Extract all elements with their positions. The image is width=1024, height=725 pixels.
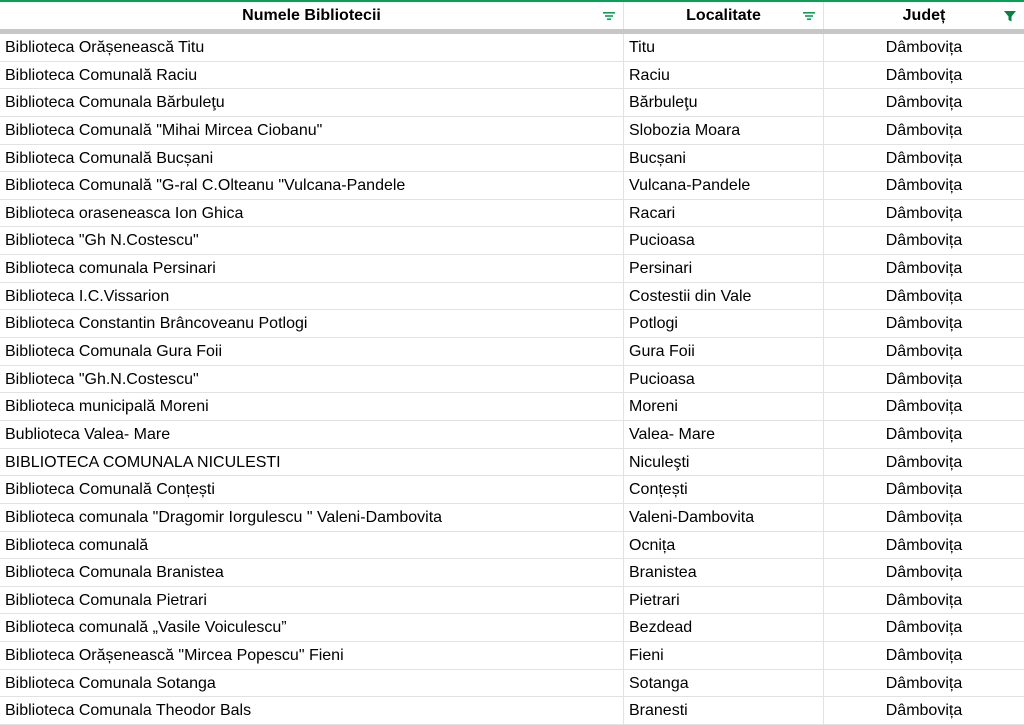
- cell-county[interactable]: Dâmbovița: [885, 398, 963, 416]
- cell-library-name[interactable]: Biblioteca Comunală Conțești: [0, 476, 624, 503]
- header-cell-library-name[interactable]: [0, 2, 624, 29]
- table-row: [0, 366, 1024, 394]
- cell-library-name[interactable]: Biblioteca Comunala Sotanga: [0, 670, 624, 697]
- cell-county[interactable]: Dâmbovița: [885, 702, 963, 720]
- table-row: [0, 34, 1024, 62]
- cell-county[interactable]: Dâmbovița: [885, 177, 963, 195]
- cell-locality[interactable]: Persinari: [624, 255, 824, 282]
- cell-county[interactable]: Dâmbovița: [885, 260, 963, 278]
- cell-county[interactable]: Dâmbovița: [885, 481, 963, 499]
- table-row: [0, 614, 1024, 642]
- table-row: [0, 283, 1024, 311]
- table-row: [0, 393, 1024, 421]
- cell-library-name[interactable]: Biblioteca Comunala Branistea: [0, 559, 624, 586]
- cell-locality[interactable]: Pucioasa: [624, 366, 824, 393]
- cell-county[interactable]: Dâmbovița: [885, 66, 963, 84]
- cell-county[interactable]: Dâmbovița: [885, 149, 963, 167]
- cell-library-name[interactable]: Bublioteca Valea- Mare: [0, 421, 624, 448]
- filter-funnel-active-icon[interactable]: [1002, 8, 1018, 24]
- cell-library-name[interactable]: Biblioteca Orășenească Titu: [0, 34, 624, 61]
- table-row: [0, 449, 1024, 477]
- cell-county[interactable]: Dâmbovița: [885, 647, 963, 665]
- cell-county[interactable]: Dâmbovița: [885, 94, 963, 112]
- header-cell-county[interactable]: [824, 2, 1024, 29]
- cell-locality[interactable]: Conțești: [624, 476, 824, 503]
- table-row: [0, 532, 1024, 560]
- cell-county[interactable]: Dâmbovița: [885, 232, 963, 250]
- cell-locality[interactable]: Valea- Mare: [624, 421, 824, 448]
- cell-library-name[interactable]: Biblioteca "Gh.N.Costescu": [0, 366, 624, 393]
- cell-county[interactable]: Dâmbovița: [885, 370, 963, 388]
- cell-county[interactable]: Dâmbovița: [885, 39, 963, 56]
- cell-locality[interactable]: Bezdead: [624, 614, 824, 641]
- table-row: [0, 117, 1024, 145]
- header-cell-locality[interactable]: [624, 2, 824, 29]
- table-row: [0, 504, 1024, 532]
- cell-locality[interactable]: Costestii din Vale: [624, 283, 824, 310]
- cell-library-name[interactable]: Biblioteca comunală: [0, 532, 624, 559]
- cell-county[interactable]: Dâmbovița: [885, 564, 963, 582]
- table-row: [0, 697, 1024, 725]
- table-row: [0, 476, 1024, 504]
- cell-county[interactable]: Dâmbovița: [885, 453, 963, 471]
- table-row: [0, 559, 1024, 587]
- cell-county[interactable]: Dâmbovița: [885, 204, 963, 222]
- cell-county[interactable]: Dâmbovița: [885, 674, 963, 692]
- cell-locality[interactable]: Branesti: [624, 697, 824, 724]
- cell-library-name[interactable]: Biblioteca Comunală Raciu: [0, 62, 624, 89]
- table-row: [0, 172, 1024, 200]
- cell-library-name[interactable]: Biblioteca Comunală Bucșani: [0, 145, 624, 172]
- table-row: [0, 255, 1024, 283]
- filter-lines-icon[interactable]: [601, 8, 617, 24]
- cell-library-name[interactable]: Biblioteca Comunală "Mihai Mircea Ciobanu": [0, 117, 624, 144]
- cell-library-name[interactable]: Biblioteca Comunala Theodor Bals: [0, 697, 624, 724]
- header-row: [0, 2, 1024, 29]
- cell-library-name[interactable]: Biblioteca comunala Persinari: [0, 255, 624, 282]
- cell-library-name[interactable]: Biblioteca I.C.Vissarion: [0, 283, 624, 310]
- table-row: [0, 670, 1024, 698]
- cell-county[interactable]: Dâmbovița: [885, 536, 963, 554]
- cell-county[interactable]: Dâmbovița: [885, 287, 963, 305]
- table-row: [0, 200, 1024, 228]
- cell-locality[interactable]: Fieni: [624, 642, 824, 669]
- header-label-locality: Localitate: [686, 7, 761, 24]
- cell-library-name[interactable]: Biblioteca comunala "Dragomir Iorgulescu " Valeni-Dambovita: [0, 504, 624, 531]
- table-row: [0, 89, 1024, 117]
- cell-county[interactable]: Dâmbovița: [885, 315, 963, 333]
- cell-library-name[interactable]: Biblioteca Comunala Gura Foii: [0, 338, 624, 365]
- header-label-county: Județ: [902, 7, 946, 24]
- cell-county[interactable]: Dâmbovița: [885, 619, 963, 637]
- cell-locality[interactable]: Niculeşti: [624, 449, 824, 476]
- cell-locality[interactable]: Sotanga: [624, 670, 824, 697]
- cell-locality[interactable]: Slobozia Moara: [624, 117, 824, 144]
- cell-locality[interactable]: Pietrari: [624, 587, 824, 614]
- cell-county[interactable]: Dâmbovița: [885, 343, 963, 361]
- cell-library-name[interactable]: Biblioteca Comunala Pietrari: [0, 587, 624, 614]
- cell-locality[interactable]: Potlogi: [624, 310, 824, 337]
- cell-library-name[interactable]: Biblioteca Comunală "G-ral C.Olteanu "Vulcana-Pandele: [0, 172, 624, 199]
- cell-library-name[interactable]: Biblioteca oraseneasca Ion Ghica: [0, 200, 624, 227]
- cell-library-name[interactable]: Biblioteca Constantin Brâncoveanu Potlogi: [0, 310, 624, 337]
- cell-county[interactable]: Dâmbovița: [885, 121, 963, 139]
- cell-locality[interactable]: Raciu: [624, 62, 824, 89]
- cell-locality[interactable]: Vulcana-Pandele: [624, 172, 824, 199]
- table-row: [0, 587, 1024, 615]
- cell-library-name[interactable]: Biblioteca Orășenească "Mircea Popescu" Fieni: [0, 642, 624, 669]
- table-row: [0, 310, 1024, 338]
- table-row: [0, 62, 1024, 90]
- table-row: [0, 421, 1024, 449]
- cell-locality[interactable]: Titu: [624, 34, 824, 61]
- filter-lines-icon[interactable]: [801, 8, 817, 24]
- header-label-library-name: Numele Bibliotecii: [242, 7, 381, 24]
- cell-library-name[interactable]: Biblioteca Comunala Bărbuleţu: [0, 89, 624, 116]
- table-row: [0, 145, 1024, 173]
- cell-locality[interactable]: Moreni: [624, 393, 824, 420]
- cell-library-name[interactable]: Biblioteca municipală Moreni: [0, 393, 624, 420]
- cell-library-name[interactable]: BIBLIOTECA COMUNALA NICULESTI: [0, 449, 624, 476]
- cell-locality[interactable]: Bucșani: [624, 145, 824, 172]
- cell-library-name[interactable]: Biblioteca comunală „Vasile Voiculescu”: [0, 614, 624, 641]
- table-body: [0, 34, 1024, 725]
- table-row: [0, 227, 1024, 255]
- cell-county[interactable]: Dâmbovița: [885, 591, 963, 609]
- cell-locality[interactable]: Racari: [624, 200, 824, 227]
- cell-locality[interactable]: Gura Foii: [624, 338, 824, 365]
- cell-county[interactable]: Dâmbovița: [885, 508, 963, 526]
- cell-locality[interactable]: Bărbuleţu: [624, 89, 824, 116]
- cell-locality[interactable]: Pucioasa: [624, 227, 824, 254]
- cell-library-name[interactable]: Biblioteca "Gh N.Costescu": [0, 227, 624, 254]
- cell-locality[interactable]: Ocnița: [624, 532, 824, 559]
- table-row: [0, 642, 1024, 670]
- cell-locality[interactable]: Valeni-Dambovita: [624, 504, 824, 531]
- cell-locality[interactable]: Branistea: [624, 559, 824, 586]
- cell-county[interactable]: Dâmbovița: [885, 425, 963, 443]
- table-row: [0, 338, 1024, 366]
